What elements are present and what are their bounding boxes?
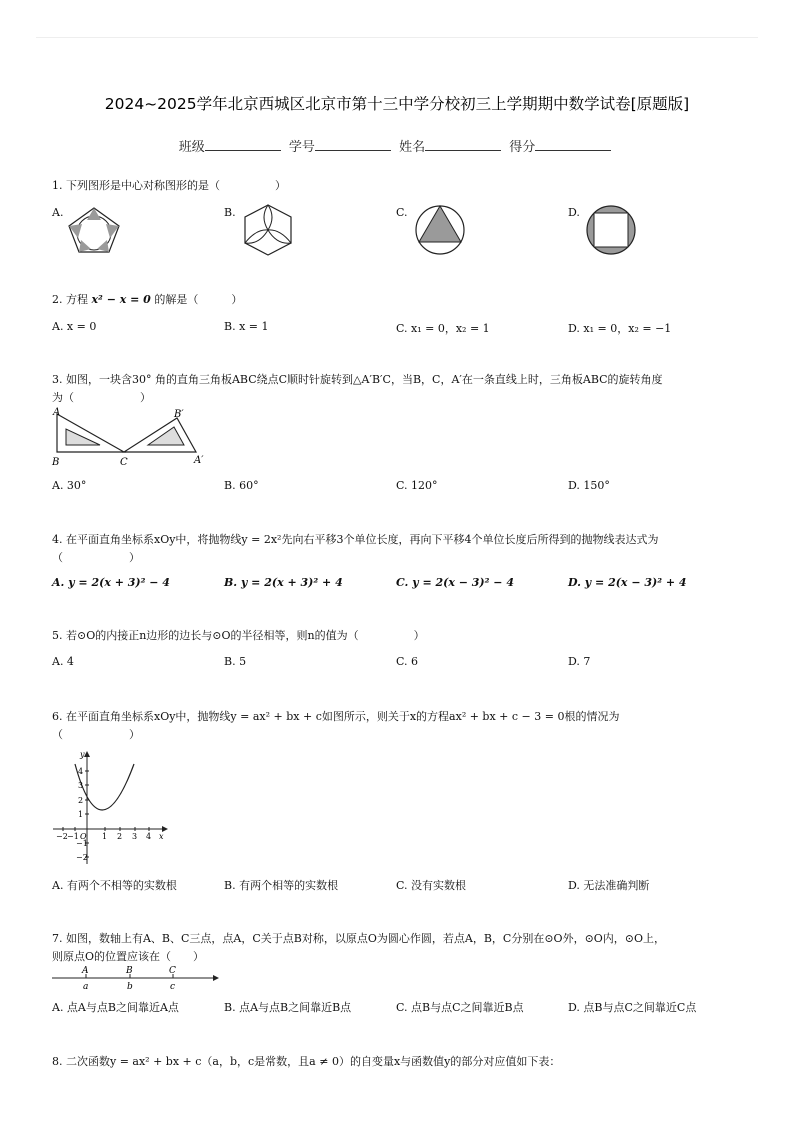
label-A: A <box>53 407 61 418</box>
figure-1d-square-in-circle-icon <box>584 203 638 257</box>
question-6 <box>52 708 752 744</box>
x-axis-label: x <box>159 832 164 841</box>
question-8-stem: 8. 二次函数y = ax² + bx + c（a，b，c是常数，且a ≠ 0）的自变量x与函数值y的部分对应值如下表： <box>52 1055 561 1068</box>
label-B-prime: B′ <box>174 409 184 420</box>
question-6-stem-line1: 6. 在平面直角坐标系xOy中，抛物线y = ax² + bx + c如图所示，则关于x的方程ax² + bx + c − 3 = 0根的情况为 <box>52 710 620 723</box>
x-tick-4: 4 <box>146 832 152 841</box>
option-3c[interactable]: C. 120° <box>396 479 438 492</box>
option-6c[interactable]: C. 没有实数根 <box>396 879 467 892</box>
x-tick-1: 1 <box>102 832 108 841</box>
option-3a[interactable]: A. 30° <box>52 479 87 492</box>
score-blank[interactable] <box>535 138 611 151</box>
option-3b[interactable]: B. 60° <box>224 479 259 492</box>
option-7d[interactable]: D. 点B与点C之间靠近C点 <box>568 1001 697 1014</box>
y-tick-4: 4 <box>78 767 84 776</box>
x-tick-neg2: −2 <box>56 832 68 841</box>
y-tick-1: 1 <box>78 810 84 819</box>
figure-3-triangles <box>50 405 215 469</box>
point-C-label: C <box>169 966 176 976</box>
question-2-equation: x² − x = 0 <box>91 293 151 306</box>
top-rule <box>36 37 758 38</box>
option-7a[interactable]: A. 点A与点B之间靠近A点 <box>52 1001 179 1014</box>
option-5c[interactable]: C. 6 <box>396 655 419 668</box>
option-4b[interactable]: B. y = 2(x + 3)² + 4 <box>224 576 343 589</box>
y-tick-neg1: −1 <box>76 839 88 848</box>
score-label: 得分 <box>509 140 536 155</box>
question-2-stem-post: 的解是（ ） <box>154 293 243 306</box>
value-b-label: b <box>127 982 133 992</box>
question-3-stem-line2: 为（ ） <box>52 391 151 404</box>
label-B: B <box>52 457 60 468</box>
origin-label: O <box>80 832 87 841</box>
question-1-stem: 1. 下列图形是中心对称图形的是（ ） <box>52 179 286 192</box>
value-c-label: c <box>170 982 176 992</box>
question-3-stem-line1: 3. 如图，一块含30° 角的直角三角板ABC绕点C顺时针旋转到△A′B′C，当B，C，A′在一条直线上时，三角板ABC的旋转角度 <box>52 373 663 386</box>
option-5d[interactable]: D. 7 <box>568 655 591 668</box>
option-2c[interactable]: C. x₁ = 0，x₂ = 1 <box>396 322 490 335</box>
student-info-line <box>0 136 794 155</box>
option-5b[interactable]: B. 5 <box>224 655 247 668</box>
y-tick-2: 2 <box>78 796 84 805</box>
name-label: 姓名 <box>399 140 426 155</box>
figure-7-number-line <box>50 962 222 992</box>
option-6a[interactable]: A. 有两个不相等的实数根 <box>52 879 177 892</box>
x-tick-2: 2 <box>117 832 123 841</box>
y-tick-neg2: −2 <box>76 853 88 862</box>
figure-1b-hexagon-icon <box>240 203 296 257</box>
class-label: 班级 <box>178 140 205 155</box>
question-5-stem: 5. 若⊙O的内接正n边形的边长与⊙O的半径相等，则n的值为（ ） <box>52 629 425 642</box>
label-C: C <box>120 457 128 468</box>
option-6b[interactable]: B. 有两个相等的实数根 <box>224 879 339 892</box>
option-1a[interactable]: A. <box>52 206 64 219</box>
x-tick-3: 3 <box>132 832 138 841</box>
point-B-label: B <box>126 966 133 976</box>
option-2a[interactable]: A. x = 0 <box>52 320 97 333</box>
option-4a[interactable]: A. y = 2(x + 3)² − 4 <box>52 576 170 589</box>
question-8 <box>52 1053 752 1071</box>
class-blank[interactable] <box>205 138 281 151</box>
figure-6-parabola-graph <box>50 746 172 868</box>
question-3 <box>52 371 752 407</box>
page-title: 2024~2025学年北京西城区北京市第十三中学分校初三上学期期中数学试卷[原题版] <box>104 95 690 113</box>
question-2-stem-pre: 2. 方程 <box>52 293 88 306</box>
value-a-label: a <box>83 982 89 992</box>
question-7-stem-line2: 则原点O的位置应该在（ ） <box>52 950 205 963</box>
option-4c[interactable]: C. y = 2(x − 3)² − 4 <box>396 576 514 589</box>
id-label: 学号 <box>288 140 315 155</box>
question-4-stem-line1: 4. 在平面直角坐标系xOy中，将抛物线y = 2x²先向右平移3个单位长度，再向下平移4个单位长度后所得到的抛物线表达式为 <box>52 533 659 546</box>
question-4 <box>52 531 752 567</box>
question-7 <box>52 930 752 966</box>
option-6d[interactable]: D. 无法准确判断 <box>568 879 650 892</box>
label-A-prime: A′ <box>194 455 204 466</box>
x-tick-neg1: −1 <box>67 832 79 841</box>
y-axis-label: y <box>80 750 85 759</box>
question-5 <box>52 627 752 645</box>
question-2 <box>52 291 242 309</box>
question-4-stem-line2: （ ） <box>52 551 140 564</box>
option-5a[interactable]: A. 4 <box>52 655 74 668</box>
option-2d[interactable]: D. x₁ = 0，x₂ = −1 <box>568 322 672 335</box>
option-3d[interactable]: D. 150° <box>568 479 610 492</box>
question-6-stem-line2: （ ） <box>52 728 140 741</box>
option-4d[interactable]: D. y = 2(x − 3)² + 4 <box>568 576 687 589</box>
option-2b[interactable]: B. x = 1 <box>224 320 269 333</box>
point-A-label: A <box>82 966 89 976</box>
y-tick-3: 3 <box>78 781 84 790</box>
question-7-stem-line1: 7. 如图，数轴上有A、B、C三点，点A，C关于点B对称，以原点O为圆心作圆，若点A，B，C分别在⊙O外，⊙O内，⊙O上， <box>52 932 666 945</box>
option-1c[interactable]: C. <box>396 206 408 219</box>
figure-1a-pentagon-icon <box>66 205 122 255</box>
id-blank[interactable] <box>315 138 391 151</box>
option-1d[interactable]: D. <box>568 206 580 219</box>
option-1b[interactable]: B. <box>224 206 236 219</box>
figure-1c-triangle-in-circle-icon <box>413 203 467 257</box>
option-7b[interactable]: B. 点A与点B之间靠近B点 <box>224 1001 352 1014</box>
question-1 <box>52 177 752 195</box>
option-7c[interactable]: C. 点B与点C之间靠近B点 <box>396 1001 524 1014</box>
name-blank[interactable] <box>425 138 501 151</box>
